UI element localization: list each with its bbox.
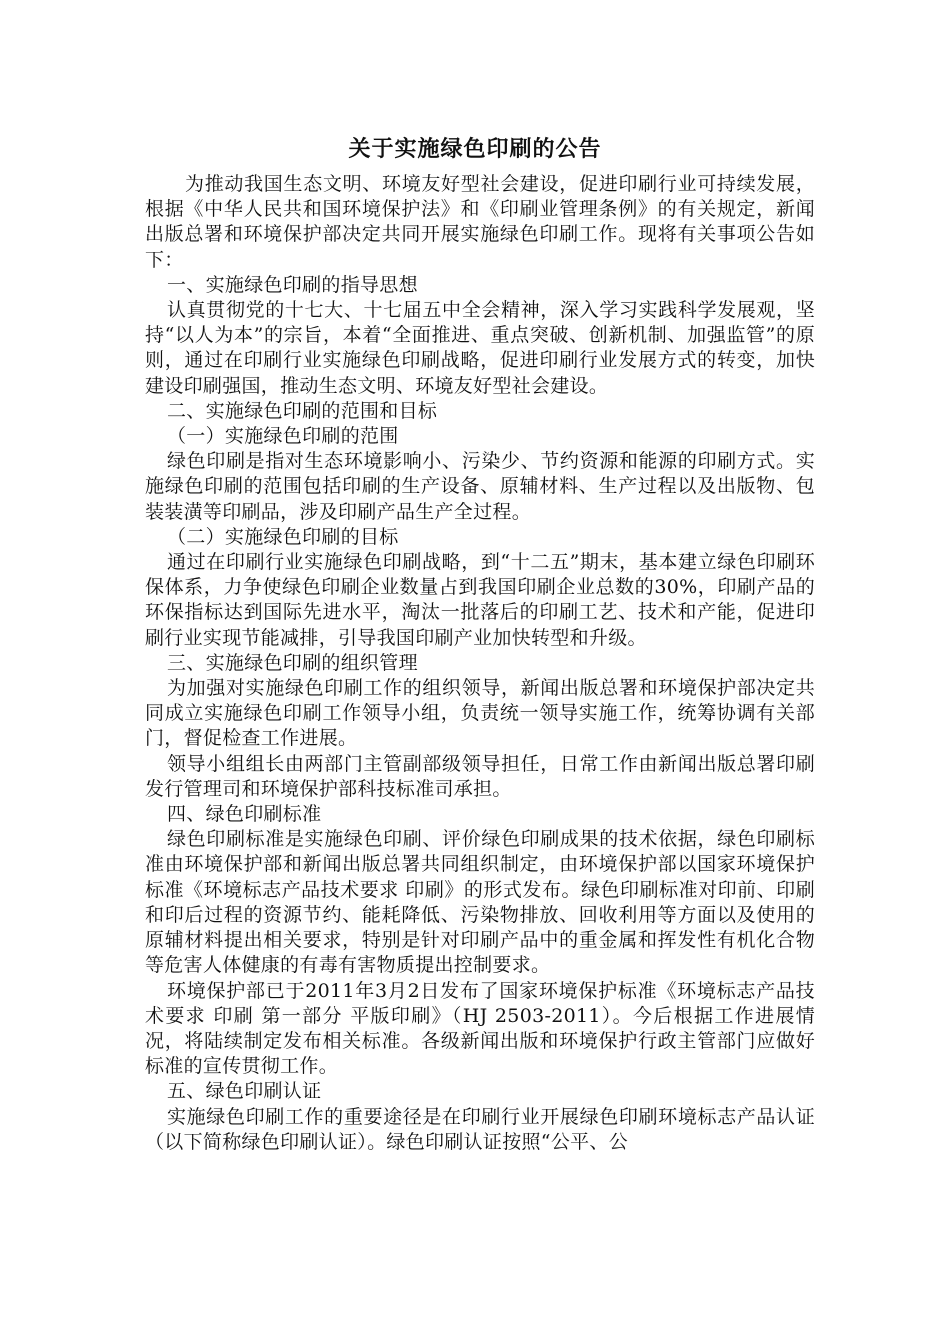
section-heading-scope-and-goals: 二、实施绿色印刷的范围和目标: [167, 399, 438, 422]
body-paragraph: 通过在印刷行业实施绿色印刷战略，到“十二五”期末，基本建立绿色印刷环保体系，力争使绿色印刷企业数量占到我国印刷企业总数的30%，印刷产品的环保指标达到国际先进水平，淘汰一批落后的印刷工艺、技术和产能，促进印刷行业实现节能减排，引导我国印刷产业加快转型和升级。: [145, 551, 815, 649]
subsection-heading-goals: （二）实施绿色印刷的目标: [167, 525, 399, 548]
document-title: 关于实施绿色印刷的公告: [348, 137, 602, 162]
intro-paragraph: 为推动我国生态文明、环境友好型社会建设，促进印刷行业可持续发展，根据《中华人民共和国环境保护法》和《印刷业管理条例》的有关规定，新闻出版总署和环境保护部决定共同开展实施绿色印刷工作。现将有关事项公告如下：: [145, 173, 815, 271]
section-heading-guiding-ideology: 一、实施绿色印刷的指导思想: [167, 273, 418, 296]
body-paragraph: 绿色印刷标准是实施绿色印刷、评价绿色印刷成果的技术依据，绿色印刷标准由环境保护部和新闻出版总署共同组织制定，由环境保护部以国家环境保护标准《环境标志产品技术要求 印刷》的形式发布。绿色印刷标准对印前、印刷和印后过程的资源节约、能耗降低、污染物排放、回收利用等方面以及使用的原辅材料提出相关要求，特别是针对印刷产品中的重金属和挥发性有机化合物等危害人体健康的有毒有害物质提出控制要求。: [145, 828, 815, 977]
body-paragraph: 认真贯彻党的十七大、十七届五中全会精神，深入学习实践科学发展观，坚持“以人为本”的宗旨，本着“全面推进、重点突破、创新机制、加强监管”的原则，通过在印刷行业实施绿色印刷战略，促进印刷行业发展方式的转变，加快建设印刷强国，推动生态文明、环境友好型社会建设。: [145, 299, 815, 397]
subsection-heading-scope: （一）实施绿色印刷的范围: [167, 425, 399, 448]
body-paragraph: 为加强对实施绿色印刷工作的组织领导，新闻出版总署和环境保护部决定共同成立实施绿色印刷工作领导小组，负责统一领导实施工作，统筹协调有关部门，督促检查工作进展。: [145, 677, 815, 750]
body-paragraph: 绿色印刷是指对生态环境影响小、污染少、节约资源和能源的印刷方式。实施绿色印刷的范围包括印刷的生产设备、原辅材料、生产过程以及出版物、包装装潢等印刷品，涉及印刷产品生产全过程。: [145, 450, 815, 523]
section-heading-organization: 三、实施绿色印刷的组织管理: [167, 651, 418, 674]
section-heading-standards: 四、绿色印刷标准: [167, 803, 322, 826]
body-paragraph: 领导小组组长由两部门主管副部级领导担任，日常工作由新闻出版总署印刷发行管理司和环境保护部科技标准司承担。: [145, 752, 815, 800]
section-heading-certification: 五、绿色印刷认证: [167, 1080, 322, 1103]
body-paragraph: 实施绿色印刷工作的重要途径是在印刷行业开展绿色印刷环境标志产品认证（以下简称绿色印刷认证）。绿色印刷认证按照“公平、公: [145, 1105, 815, 1153]
body-paragraph: 环境保护部已于2011年3月2日发布了国家环境保护标准《环境标志产品技术要求 印刷 第一部分 平版印刷》（HJ 2503-2011）。今后根据工作进展情况，将陆续制定发布相关标准。各级新闻出版和环境保护行政主管部门应做好标准的宣传贯彻工作。: [145, 979, 815, 1078]
document-body: [145, 172, 815, 1155]
